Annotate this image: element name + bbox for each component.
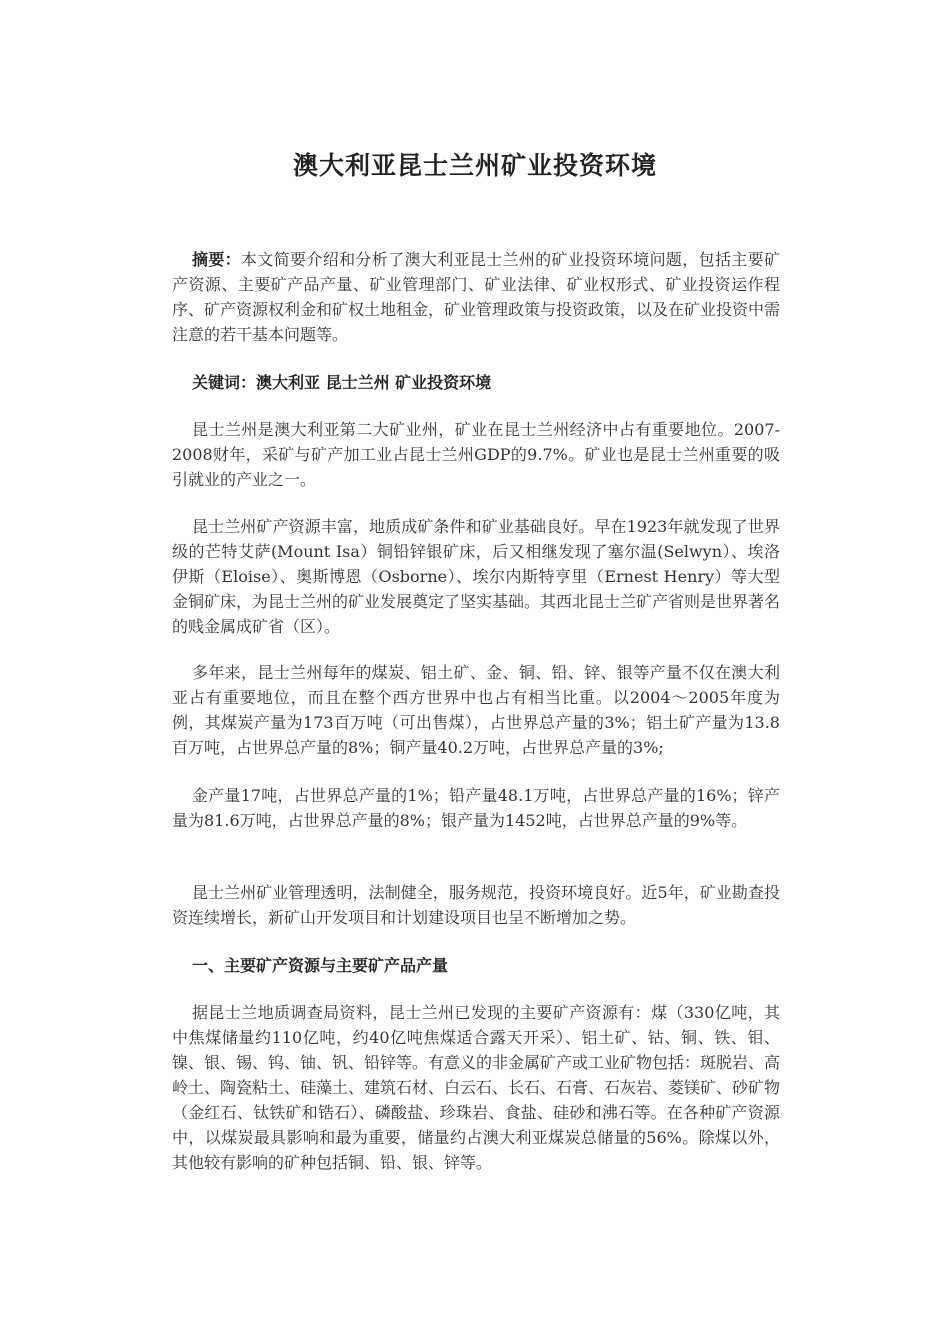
section-heading: 一、主要矿产资源与主要矿产品产量: [192, 956, 449, 975]
abstract-paragraph: [172, 247, 780, 347]
body-paragraph-4: 金产量17吨，占世界总产量的1%；铅产量48.1万吨，占世界总产量的16%；锌产量为81.6万吨，占世界总产量的8%；银产量为1452吨，占世界总产量的9%等。: [172, 786, 780, 830]
body-paragraph-1: 昆士兰州是澳大利亚第二大矿业州，矿业在昆士兰州经济中占有重要地位。2007-2008财年，采矿与矿产加工业占昆士兰州GDP的9.7%。矿业也是昆士兰州重要的吸引就业的产业之一。: [172, 420, 780, 489]
abstract-text: 本文简要介绍和分析了澳大利亚昆士兰州的矿业投资环境问题，包括主要矿产资源、主要矿产品产量、矿业管理部门、矿业法律、矿业权形式、矿业投资运作程序、矿产资源权利金和矿权土地租金，矿业管理政策与投资政策，以及在矿业投资中需注意的若干基本问题等。: [172, 250, 781, 344]
section-paragraph: 据昆士兰地质调查局资料，昆士兰州已发现的主要矿产资源有：煤（330亿吨，其中焦煤储量约110亿吨，约40亿吨焦煤适合露天开采）、铝土矿、钴、铜、铁、钼、镍、银、锡、钨、铀、钒、铅锌等。有意义的非金属矿产或工业矿物包括：斑脱岩、高岭土、陶瓷粘土、硅藻土、建筑石材、白云石、长石、石膏、石灰岩、菱镁矿、砂矿物（金红石、钛铁矿和锆石）、磷酸盐、珍珠岩、食盐、硅砂和沸石等。在各种矿产资源中，以煤炭最具影响和最为重要，储量约占澳大利亚煤炭总储量的56%。除煤以外，其他较有影响的矿种包括铜、铅、银、锌等。: [172, 1003, 781, 1172]
document-title: 澳大利亚昆士兰州矿业投资环境: [292, 151, 657, 180]
body-paragraph-5: 昆士兰州矿业管理透明，法制健全，服务规范，投资环境良好。近5年，矿业勘查投资连续增长，新矿山开发项目和计划建设项目也呈不断增加之势。: [172, 883, 780, 927]
keywords-line: 关键词：澳大利亚 昆士兰州 矿业投资环境: [192, 373, 492, 392]
body-paragraph-2: 昆士兰州矿产资源丰富，地质成矿条件和矿业基础良好。早在1923年就发现了世界级的芒特艾萨(Mount Isa）铜铅锌银矿床，后又相继发现了塞尔温(Selwyn）、埃洛伊斯（Eloise）、奥斯博恩（Osborne）、埃尔内斯特亨里（Ernest Henry）等大型金铜矿床，为昆士兰州的矿业发展奠定了坚实基础。其西北昆士兰矿产省则是世界著名的贱金属成矿省（区）。: [172, 517, 781, 636]
abstract-label: 摘要：: [192, 250, 242, 269]
body-paragraph-3: 多年来，昆士兰州每年的煤炭、铝土矿、金、铜、铅、锌、银等产量不仅在澳大利亚占有重要地位，而且在整个西方世界中也占有相当比重。以2004～2005年度为例，其煤炭产量为173百万吨（可出售煤），占世界总产量的3%；铝土矿产量为13.8百万吨，占世界总产量的8%；铜产量40.2万吨，占世界总产量的3%;: [172, 663, 780, 757]
